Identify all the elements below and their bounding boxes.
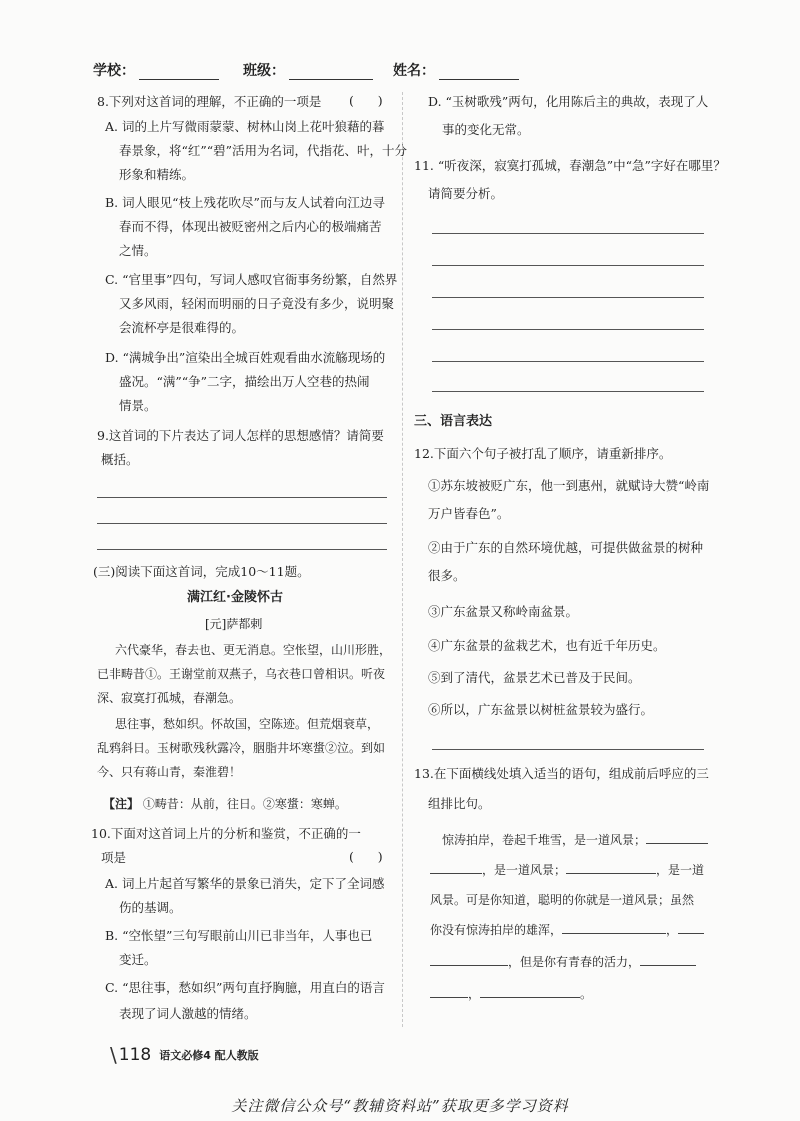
q9-stem-line2: 概括。 bbox=[101, 452, 139, 467]
q11-answer-line-6[interactable] bbox=[432, 391, 704, 392]
q8-option-b-line3: 之情。 bbox=[119, 243, 157, 258]
q13-blank-8[interactable] bbox=[430, 985, 468, 998]
q8-option-d-line3: 情景。 bbox=[119, 398, 157, 413]
q8-option-d-line2: 盛况。“满”“争”二字，描绘出万人空巷的热闹 bbox=[119, 374, 370, 389]
page-number: 118 bbox=[118, 1045, 152, 1065]
footer-slash: \ bbox=[110, 1043, 117, 1067]
q13-passage-line6 bbox=[430, 985, 592, 1003]
q8-option-a-line1: A. 词的上片写微雨蒙蒙、树林山岗上花叶狼藉的暮 bbox=[105, 119, 385, 134]
q10-option-d-line2: 事的变化无常。 bbox=[442, 122, 530, 137]
poem-line-5: 乱鸦斜日。玉树歌残秋露冷，胭脂井坏寒螀②泣。到如 bbox=[97, 741, 386, 755]
q13-blank-6[interactable] bbox=[430, 953, 508, 966]
q12-sentence-1-line1: ①苏东坡被贬广东，他一到惠州，就赋诗大赞“岭南 bbox=[428, 478, 710, 493]
q11-answer-line-5[interactable] bbox=[432, 361, 704, 362]
language-section-heading: 三、语言表达 bbox=[414, 414, 493, 429]
q13-text-5: 你没有惊涛拍岸的雄浑， bbox=[430, 923, 563, 937]
q13-passage-line2 bbox=[430, 861, 704, 879]
q13-text-9: 。 bbox=[580, 987, 593, 1001]
book-title: 语文必修4 配人教版 bbox=[159, 1049, 259, 1062]
q13-blank-2[interactable] bbox=[430, 861, 482, 874]
note-label: 【注】 bbox=[103, 797, 140, 811]
q8-option-b-line2: 春而不得，体现出被贬密州之后内心的极端痛苦 bbox=[119, 219, 382, 234]
q11-answer-line-3[interactable] bbox=[432, 297, 704, 298]
name-blank[interactable] bbox=[439, 63, 519, 80]
q11-answer-line-2[interactable] bbox=[432, 265, 704, 266]
reading-section-heading: (三)阅读下面这首词，完成10～11题。 bbox=[93, 564, 310, 579]
q12-stem: 12.下面六个句子被打乱了顺序，请重新排序。 bbox=[414, 446, 672, 461]
school-label: 学校： bbox=[93, 63, 135, 79]
poem-line-4: 思往事，愁如织。怀故国，空陈迹。但荒烟衰草， bbox=[115, 717, 380, 731]
q12-sentence-2-line1: ②由于广东的自然环境优越，可提供做盆景的树种 bbox=[428, 540, 704, 555]
school-blank[interactable] bbox=[139, 63, 219, 80]
q8-option-c-line3: 会流杯亭是很难得的。 bbox=[119, 320, 245, 335]
q13-passage-line4 bbox=[430, 921, 704, 939]
q9-answer-line-3[interactable] bbox=[97, 549, 387, 550]
q12-sentence-6: ⑥所以，广东盆景以树桩盆景较为盛行。 bbox=[428, 702, 654, 717]
q8-option-c-line2: 又多风雨，轻闲而明丽的日子竟没有多少，说明聚 bbox=[119, 296, 395, 311]
q8-stem: 8.下列对这首词的理解，不正确的一项是 bbox=[97, 94, 322, 109]
q10-option-b-line1: B. “空怅望”三句写眼前山川已非当年，人事也已 bbox=[105, 928, 373, 943]
name-field[interactable] bbox=[393, 60, 519, 80]
q10-option-d-line1: D. “玉树歌残”两句，化用陈后主的典故，表现了人 bbox=[428, 94, 709, 109]
q10-stem-line2: 项是 bbox=[101, 850, 127, 865]
q9-answer-line-1[interactable] bbox=[97, 497, 387, 498]
q13-passage-line1 bbox=[442, 831, 708, 849]
class-label: 班级： bbox=[243, 63, 285, 79]
q8-answer-paren[interactable]: ( ) bbox=[349, 93, 383, 108]
q13-blank-5[interactable] bbox=[678, 921, 704, 934]
q12-sentence-3: ③广东盆景又称岭南盆景。 bbox=[428, 604, 579, 619]
q8-option-a-line2: 春景象，将“红”“碧”活用为名词，代指花、叶，十分 bbox=[119, 143, 408, 158]
class-blank[interactable] bbox=[289, 63, 373, 80]
q8-option-d-line1: D. “满城争出”渲染出全城百姓观看曲水流觞现场的 bbox=[105, 350, 386, 365]
q11-stem-line2: 请简要分析。 bbox=[428, 186, 504, 201]
q8-option-a-line3: 形象和精练。 bbox=[119, 167, 195, 182]
q13-blank-1[interactable] bbox=[646, 831, 708, 844]
q13-text-2: ，是一道风景； bbox=[482, 863, 567, 877]
q13-text-1: 惊涛拍岸，卷起千堆雪，是一道风景； bbox=[442, 833, 647, 847]
column-divider bbox=[402, 92, 403, 1027]
poem-author: [元]萨都剌 bbox=[205, 617, 263, 631]
q13-text-6: ， bbox=[666, 923, 679, 937]
q12-sentence-1-line2: 万户皆春色”。 bbox=[428, 506, 510, 521]
school-field[interactable] bbox=[93, 60, 219, 80]
bottom-promo-note: 关注微信公众号“教辅资料站”获取更多学习资料 bbox=[231, 1097, 569, 1115]
q12-sentence-5: ⑤到了清代，盆景艺术已普及于民间。 bbox=[428, 670, 641, 685]
q13-blank-3[interactable] bbox=[566, 861, 656, 874]
q10-option-a-line1: A. 词上片起首写繁华的景象已消失，定下了全词感 bbox=[105, 876, 385, 891]
q10-option-c-line1: C. “思往事，愁如织”两句直抒胸臆，用直白的语言 bbox=[105, 980, 385, 995]
q10-answer-paren[interactable]: ( ) bbox=[349, 849, 383, 864]
q11-stem-line1: 11. “听夜深，寂寞打孤城，春潮急”中“急”字好在哪里？ bbox=[414, 158, 726, 173]
note-text: ①畴昔：从前，往日。②寒螀：寒蝉。 bbox=[142, 797, 347, 811]
q13-passage-line3: 风景。可是你知道，聪明的你就是一道风景；虽然 bbox=[430, 893, 695, 907]
q13-blank-4[interactable] bbox=[562, 921, 666, 934]
page-footer bbox=[110, 1044, 259, 1066]
q12-answer-line[interactable] bbox=[432, 749, 704, 750]
q10-option-c-line2: 表现了词人激越的情绪。 bbox=[119, 1006, 257, 1021]
q10-stem-line1: 10.下面对这首词上片的分析和鉴赏，不正确的一 bbox=[91, 826, 361, 841]
q10-option-a-line2: 伤的基调。 bbox=[119, 900, 182, 915]
q8-option-b-line1: B. 词人眼见“枝上残花吹尽”而与友人试着向江边寻 bbox=[105, 195, 385, 210]
poem-title: 满江红·金陵怀古 bbox=[187, 590, 283, 605]
q13-blank-7[interactable] bbox=[640, 953, 696, 966]
poem-line-6: 今、只有蒋山青，秦淮碧！ bbox=[97, 765, 242, 779]
header bbox=[93, 60, 713, 84]
class-field[interactable] bbox=[243, 60, 373, 80]
poem-line-2: 已非畴昔①。王谢堂前双燕子，乌衣巷口曾相识。听夜 bbox=[97, 667, 386, 681]
q9-stem-line1: 9.这首词的下片表达了词人怎样的思想感情？请简要 bbox=[97, 428, 384, 443]
q9-answer-line-2[interactable] bbox=[97, 523, 387, 524]
q13-stem-line1: 13.在下面横线处填入适当的语句，组成前后呼应的三 bbox=[414, 766, 709, 781]
q12-sentence-4: ④广东盆景的盆栽艺术，也有近千年历史。 bbox=[428, 638, 666, 653]
q13-text-3: ，是一道 bbox=[656, 863, 705, 877]
q13-text-7: ，但是你有青春的活力， bbox=[508, 955, 641, 969]
q13-blank-9[interactable] bbox=[480, 985, 580, 998]
poem-note bbox=[103, 795, 347, 813]
q13-stem-line2: 组排比句。 bbox=[428, 796, 491, 811]
poem-line-1: 六代豪华，春去也、更无消息。空怅望，山川形胜， bbox=[115, 643, 392, 657]
q11-answer-line-4[interactable] bbox=[432, 329, 704, 330]
poem-line-3: 深、寂寞打孤城，春潮急。 bbox=[97, 691, 242, 705]
name-label: 姓名： bbox=[393, 63, 435, 79]
q11-answer-line-1[interactable] bbox=[432, 233, 704, 234]
q8-option-c-line1: C. “官里事”四句，写词人感叹官衙事务纷繁，自然界 bbox=[105, 272, 398, 287]
q10-option-b-line2: 变迁。 bbox=[119, 952, 157, 967]
q12-sentence-2-line2: 很多。 bbox=[428, 568, 466, 583]
q13-passage-line5 bbox=[430, 953, 696, 971]
q13-text-8: ， bbox=[468, 987, 481, 1001]
